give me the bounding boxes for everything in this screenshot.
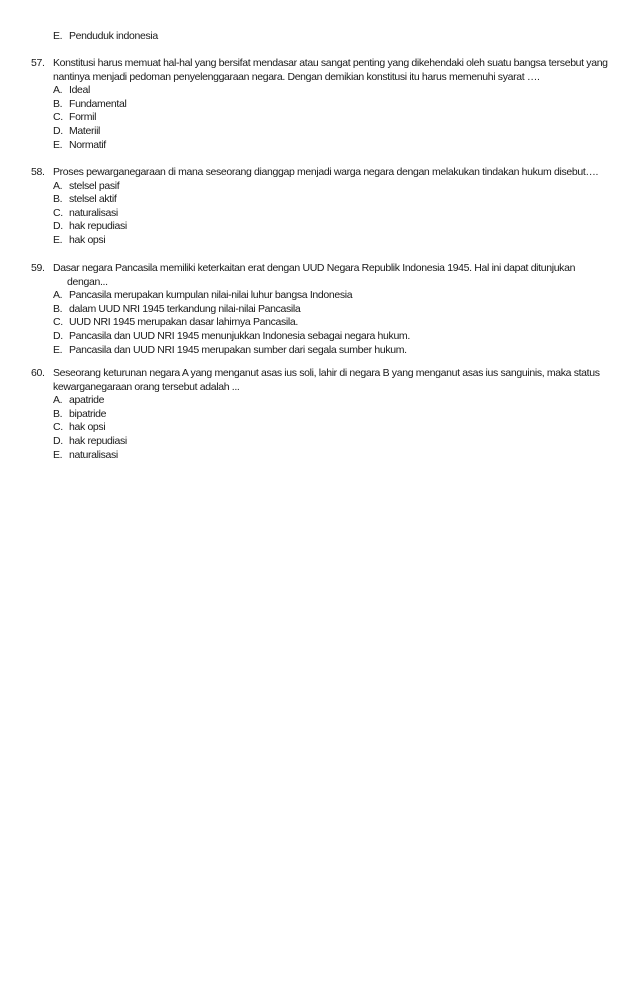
question-number: 57. — [31, 57, 45, 69]
option-letter: E. — [53, 138, 63, 151]
question-59 — [31, 262, 609, 357]
option-text: UUD NRI 1945 merupakan dasar lahirnya Pancasila. — [69, 316, 298, 329]
option-letter: A. — [53, 394, 63, 407]
option-letter: C. — [53, 316, 63, 329]
question-text: Proses pewarganegaraan di mana seseorang dianggap menjadi warga negara dengan melakukan tindakan hukum disebut…. — [53, 166, 599, 178]
option-list — [31, 84, 609, 152]
option-a — [31, 394, 609, 408]
option-b — [31, 193, 609, 207]
question-text: Seseorang keturunan negara A yang menganut asas ius soli, lahir di negara B yang menganut asas ius sanguinis, maka status kewarganegaraan orang tersebut adalah ... — [53, 367, 600, 393]
option-text: hak repudiasi — [69, 220, 127, 233]
option-letter: B. — [53, 193, 63, 206]
option-c — [31, 316, 609, 330]
option-b — [31, 98, 609, 112]
question-text-continued: dengan... — [67, 275, 108, 288]
question-text: Konstitusi harus memuat hal-hal yang bersifat mendasar atau sangat penting yang dikehendaki oleh suatu bangsa tersebut yang nantinya menjadi pedoman penyelenggaraan negara. Dengan demikian konstitusi itu harus memenuhi syarat …. — [53, 57, 608, 83]
option-a — [31, 180, 609, 194]
option-letter: E. — [53, 343, 63, 356]
option-letter: D. — [53, 124, 63, 137]
option-text: bipatride — [69, 407, 107, 420]
option-text: Penduduk indonesia — [69, 30, 158, 42]
option-letter: E. — [53, 30, 63, 42]
option-letter: A. — [53, 289, 63, 302]
option-text: Pancasila dan UUD NRI 1945 menunjukkan Indonesia sebagai negara hukum. — [69, 329, 410, 342]
option-text: hak opsi — [69, 421, 106, 434]
option-text: Pancasila merupakan kumpulan nilai-nilai luhur bangsa Indonesia — [69, 289, 353, 302]
option-b — [31, 408, 609, 422]
question-number: 58. — [31, 166, 45, 178]
option-b — [31, 303, 609, 317]
question-58 — [31, 166, 609, 248]
option-letter: D. — [53, 434, 63, 447]
option-text: Fundamental — [69, 97, 127, 110]
option-list — [31, 289, 609, 357]
option-text: Pancasila dan UUD NRI 1945 merupakan sumber dari segala sumber hukum. — [69, 343, 407, 356]
option-text: stelsel pasif — [69, 179, 120, 192]
option-text: stelsel aktif — [69, 193, 117, 206]
question-text — [53, 262, 609, 289]
option-c — [31, 421, 609, 435]
option-letter: B. — [53, 97, 63, 110]
option-letter: E. — [53, 448, 63, 461]
option-letter: B. — [53, 302, 63, 315]
option-text: Ideal — [69, 84, 91, 97]
option-letter: B. — [53, 407, 63, 420]
option-letter: E. — [53, 233, 63, 246]
option-a — [31, 289, 609, 303]
option-text: dalam UUD NRI 1945 terkandung nilai-nilai Pancasila — [69, 302, 301, 315]
option-text: naturalisasi — [69, 448, 118, 461]
option-letter: C. — [53, 206, 63, 219]
option-list — [31, 394, 609, 462]
option-c — [31, 111, 609, 125]
option-a — [31, 84, 609, 98]
option-d — [31, 330, 609, 344]
option-e — [31, 139, 609, 153]
option-list — [31, 180, 609, 248]
option-text: hak repudiasi — [69, 434, 127, 447]
option-text: Formil — [69, 111, 97, 124]
option-letter: D. — [53, 220, 63, 233]
option-c — [31, 207, 609, 221]
question-60 — [31, 367, 609, 462]
option-d — [31, 125, 609, 139]
option-letter: A. — [53, 179, 63, 192]
question-number: 59. — [31, 262, 45, 274]
option-text: Materiil — [69, 124, 101, 137]
option-letter: C. — [53, 111, 63, 124]
option-text: hak opsi — [69, 233, 106, 246]
option-d — [31, 220, 609, 234]
leading-option — [53, 30, 158, 44]
question-57 — [31, 57, 609, 152]
question-text-line: Dasar negara Pancasila memiliki keterkaitan erat dengan UUD Negara Republik Indonesia 1945. Hal ini dapat ditunjukan — [53, 262, 576, 274]
option-letter: A. — [53, 84, 63, 97]
option-e — [31, 449, 609, 463]
question-number: 60. — [31, 367, 45, 379]
option-e — [31, 234, 609, 248]
option-text: naturalisasi — [69, 206, 118, 219]
option-text: apatride — [69, 394, 105, 407]
option-text: Normatif — [69, 138, 106, 151]
option-d — [31, 435, 609, 449]
option-letter: D. — [53, 329, 63, 342]
option-letter: C. — [53, 421, 63, 434]
option-e — [31, 344, 609, 358]
